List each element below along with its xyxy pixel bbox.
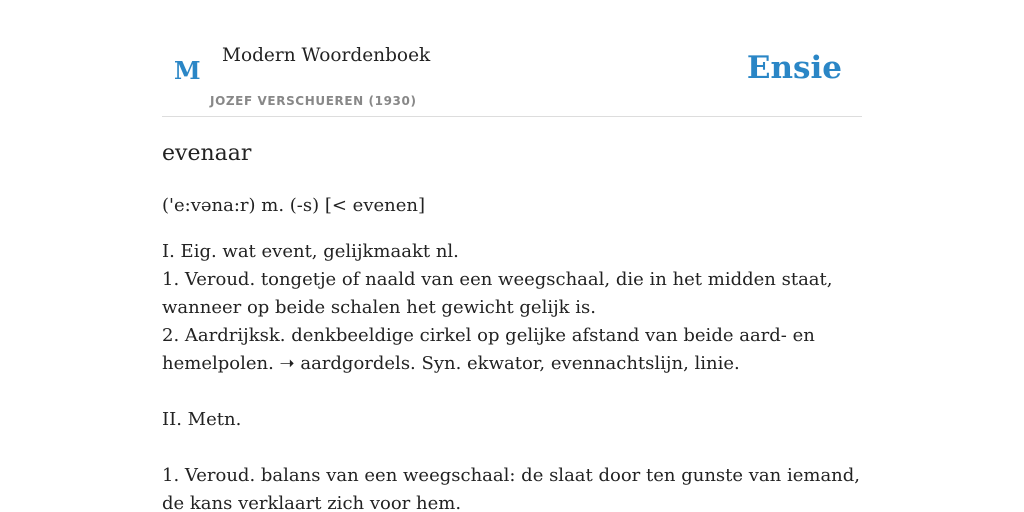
spacer xyxy=(162,434,862,462)
definition-line: 1. Veroud. balans van een weegschaal: de slaat door ten gunste van iemand, de kans verklaart zich voor hem. xyxy=(162,465,861,512)
definition-body xyxy=(162,238,862,512)
definition-line: II. Metn. xyxy=(162,409,242,430)
definition-line: 2. Aardrijksk. denkbeeldige cirkel op gelijke afstand van beide aard- en hemelpolen. ➝ aardgordels. Syn. ekwator, evennachtslijn, linie. xyxy=(162,325,815,374)
book-author: JOZEF VERSCHUEREN (1930) xyxy=(210,94,417,108)
book-title[interactable]: Modern Woordenboek xyxy=(222,45,431,66)
headword: evenaar xyxy=(162,141,252,166)
grammar-info: ('e:vəna:r) m. (-s) [< evenen] xyxy=(162,195,426,216)
entry-content xyxy=(162,138,862,512)
dictionary-logo[interactable]: M xyxy=(174,56,201,85)
spacer xyxy=(162,378,862,406)
definition-line: I. Eig. wat event, gelijkmaakt nl. xyxy=(162,241,459,262)
definition-line: 1. Veroud. tongetje of naald van een weegschaal, die in het midden staat, wanneer op beide schalen het gewicht gelijk is. xyxy=(162,269,833,318)
header xyxy=(162,0,862,117)
site-logo[interactable]: Ensie xyxy=(746,50,842,86)
